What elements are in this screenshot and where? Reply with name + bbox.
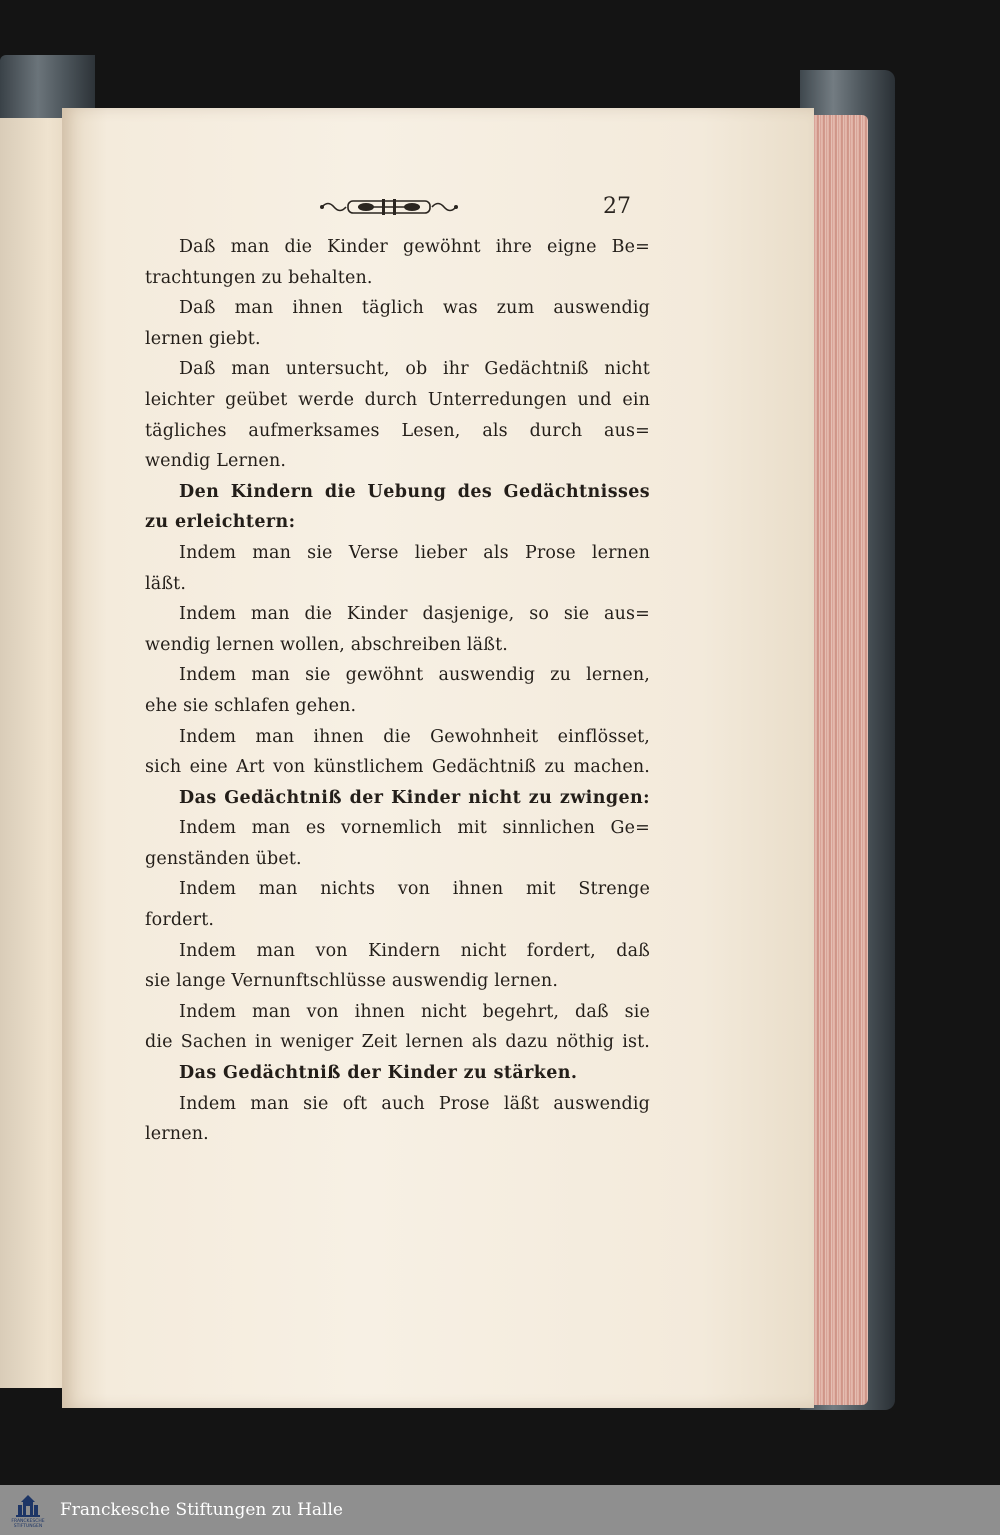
- text-line: genständen übet.: [145, 848, 302, 869]
- text-line: Indem man es vornemlich mit sinnlichen Ge=: [179, 818, 650, 839]
- text-line: Indem man sie oft auch Prose läßt auswendig: [179, 1093, 650, 1114]
- text-line: Indem man von ihnen nicht begehrt, daß sie: [179, 1001, 650, 1022]
- text-line: Daß man untersucht, ob ihr Gedächtniß nicht: [179, 359, 650, 380]
- text-line: wendig Lernen.: [145, 451, 287, 472]
- logo-text: FRANCKESCHE STIFTUNGEN: [11, 1519, 45, 1529]
- text-line: Daß man die Kinder gewöhnt ihre eigne Be=: [179, 237, 650, 257]
- text-line: Indem man nichts von ihnen mit Strenge: [179, 879, 650, 900]
- text-line: fordert.: [145, 910, 215, 931]
- footer-bar: [0, 1485, 1000, 1535]
- text-line: die Sachen in weniger Zeit lernen als dazu nöthig ist.: [145, 1032, 650, 1053]
- text-line: Das Gedächtniß der Kinder nicht zu zwingen:: [179, 787, 650, 808]
- text-line: sie lange Vernunftschlüsse auswendig lernen.: [145, 971, 559, 992]
- text-line: läßt.: [145, 573, 187, 594]
- text-line: ehe sie schlafen gehen.: [145, 695, 357, 716]
- text-line: Das Gedächtniß der Kinder zu stärken.: [179, 1063, 578, 1084]
- text-line: sich eine Art von künstlichem Gedächtniß zu machen.: [145, 757, 650, 778]
- text-line: zu erleichtern:: [145, 512, 296, 533]
- page-number: 27: [603, 194, 631, 219]
- header-ornament-icon: [318, 196, 460, 218]
- text-line: tägliches aufmerksames Lesen, als durch aus=: [145, 420, 650, 441]
- page-text: [145, 232, 650, 1150]
- text-line: Indem man ihnen die Gewohnheit einflösset,: [179, 726, 650, 747]
- text-line: leichter geübet werde durch Unterredungen und ein: [145, 389, 650, 410]
- text-line: Den Kindern die Uebung des Gedächtnisses: [179, 481, 650, 502]
- text-line: lernen giebt.: [145, 328, 261, 349]
- text-line: Indem man die Kinder dasjenige, so sie aus=: [179, 604, 650, 625]
- text-line: trachtungen zu behalten.: [145, 267, 373, 288]
- text-line: wendig lernen wollen, abschreiben läßt.: [145, 634, 508, 655]
- page-edges-red: [808, 115, 868, 1405]
- institution-name: Franckesche Stiftungen zu Halle: [60, 1500, 343, 1520]
- text-line: Indem man von Kindern nicht fordert, daß: [179, 940, 650, 961]
- text-line: lernen.: [145, 1124, 209, 1145]
- text-line: Indem man sie gewöhnt auswendig zu lernen,: [179, 665, 650, 686]
- text-line: Indem man sie Verse lieber als Prose lernen: [179, 542, 650, 563]
- text-line: Daß man ihnen täglich was zum auswendig: [179, 298, 650, 319]
- francke-foundation-logo-icon: [8, 1493, 48, 1529]
